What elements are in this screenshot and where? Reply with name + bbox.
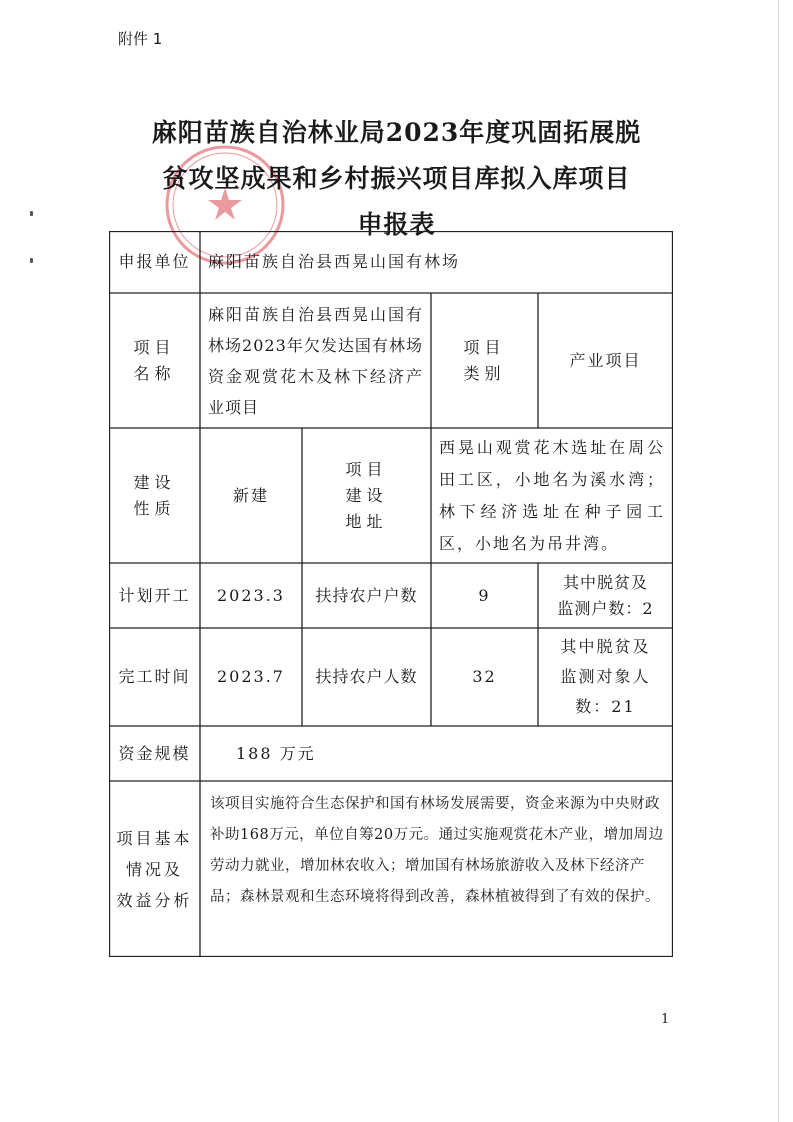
households-note: 其中脱贫及 监测户数：2 xyxy=(557,572,654,618)
supported-people-label: 扶持农户人数 xyxy=(315,667,418,686)
planned-start-value: 2023.3 xyxy=(217,585,285,605)
supported-households-value: 9 xyxy=(478,585,491,605)
basic-info-label: 项目基本 情况及 效益分析 xyxy=(116,828,193,910)
applicant-label: 申报单位 xyxy=(118,252,191,271)
fund-scale-label: 资金规模 xyxy=(118,743,191,763)
fund-scale-value: 188 万元 xyxy=(236,743,316,763)
attachment-label: 附件 1 xyxy=(118,30,163,48)
completion-label: 完工时间 xyxy=(118,667,191,686)
supported-people-value: 32 xyxy=(472,667,497,686)
construction-address-label: 项目 建设 地址 xyxy=(345,459,388,531)
project-name-value: 麻阳苗族自治县西晃山国有林场2023年欠发达国有林场资金观赏花木及林下经济产业项目 xyxy=(208,304,423,417)
project-category-label: 项目 类别 xyxy=(463,337,506,383)
scan-speck xyxy=(30,211,33,216)
supported-households-label: 扶持农户户数 xyxy=(315,585,418,605)
construction-nature-label: 建设 性质 xyxy=(133,472,176,518)
people-note: 其中脱贫及 监测对象人 数：21 xyxy=(560,637,651,716)
construction-nature-value: 新建 xyxy=(232,485,269,505)
planned-start-label: 计划开工 xyxy=(118,585,191,605)
project-category-value: 产业项目 xyxy=(569,350,642,370)
completion-value: 2023.7 xyxy=(217,667,285,686)
basic-info-value: 该项目实施符合生态保护和国有林场发展需要，资金来源为中央财政补助168万元，单位自筹20万元。通过实施观赏花木产业，增加周边劳动力就业，增加林农收入；增加国有林场旅游收入及林下经济产品；森林景观和生态环境将得到改善，森林植被得到了有效的保护。 xyxy=(210,796,664,905)
scan-edge-line xyxy=(778,0,779,1122)
construction-address-value: 西晃山观赏花木选址在周公田工区，小地名为溪水湾；林下经济选址在种子园工区，小地名为吊井湾。 xyxy=(439,437,665,553)
document-title: 麻阳苗族自治林业局2023年度巩固拓展脱 贫攻坚成果和乡村振兴项目库拟入库项目 申报表 xyxy=(151,118,642,239)
project-name-label: 项目 名称 xyxy=(133,337,176,383)
scan-speck xyxy=(30,258,33,263)
application-form-table xyxy=(109,231,673,957)
page-number: 1 xyxy=(661,1012,670,1027)
applicant-value: 麻阳苗族自治县西晃山国有林场 xyxy=(208,252,461,271)
